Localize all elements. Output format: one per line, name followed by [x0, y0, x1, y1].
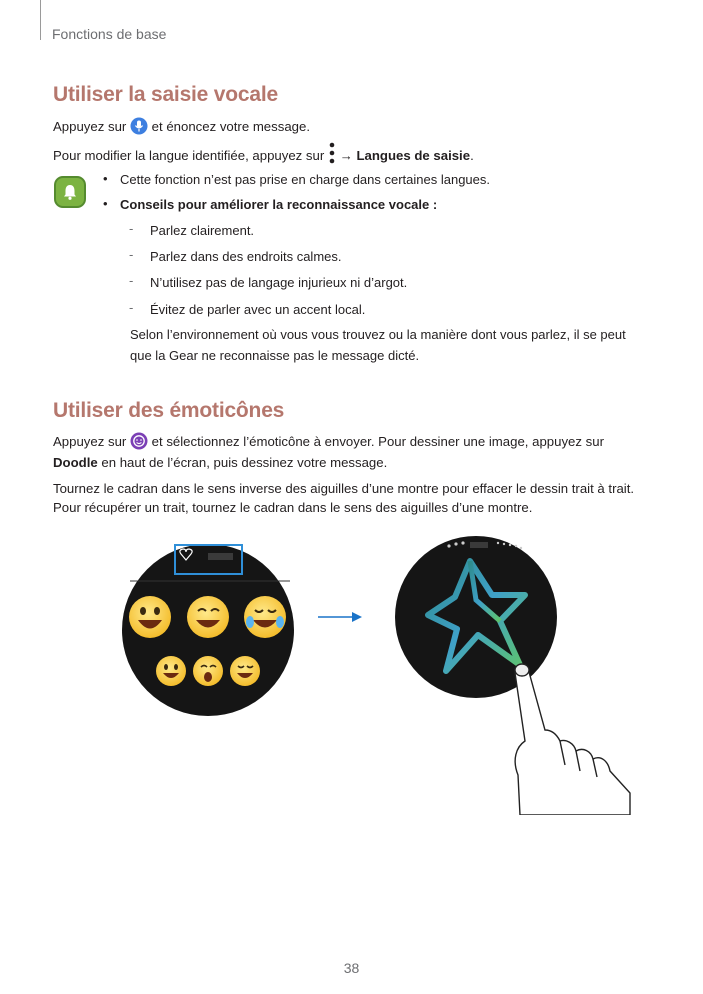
tip-item: Évitez de parler avec un accent local. — [150, 302, 366, 317]
watch-emoticons-screen — [122, 544, 294, 716]
voice-line-2-end: . — [470, 148, 474, 163]
voice-line-1-pre: Appuyez sur — [53, 119, 127, 134]
section-header: Fonctions de base — [52, 26, 167, 42]
voice-line-1-post: et énoncez votre message. — [151, 119, 310, 134]
watch-figure — [0, 525, 703, 815]
voice-line-1 — [53, 117, 310, 140]
header-rule — [40, 0, 41, 40]
note-bullet-1-marker: • — [103, 171, 108, 186]
emoji-line-1 — [53, 432, 604, 455]
tip-dash: - — [129, 247, 134, 262]
emoji-face — [244, 596, 286, 638]
tip-dash: - — [129, 273, 134, 288]
doodle-label: Doodle — [53, 455, 98, 470]
bell-note-icon — [54, 176, 86, 208]
emoji-face — [187, 596, 229, 638]
tip-dash: - — [129, 221, 134, 236]
voice-line-2-arrow: → — [339, 148, 353, 163]
pointing-hand-icon — [515, 664, 630, 815]
voice-line-2 — [53, 142, 474, 169]
emoji-line-1-pre: Appuyez sur — [53, 434, 127, 449]
page-number: 38 — [343, 960, 360, 976]
emoji-face — [129, 596, 171, 638]
tip-dash: - — [129, 300, 134, 315]
tip-item: Parlez clairement. — [150, 223, 255, 238]
note-paragraph-line-2: que la Gear ne reconnaisse pas le message dicté. — [130, 348, 420, 363]
tip-item: N’utilisez pas de langage injurieux ni d’argot. — [150, 275, 408, 290]
emoji-section-title: Utiliser des émoticônes — [53, 399, 285, 422]
note-bullet-2: Conseils pour améliorer la reconnaissance vocale : — [120, 197, 438, 212]
voice-line-2-pre: Pour modifier la langue identifiée, appuyez sur — [53, 148, 325, 163]
emoticon-icon — [130, 432, 148, 455]
emoji-line-2-post: en haut de l’écran, puis dessinez votre message. — [101, 455, 388, 470]
more-options-icon — [328, 142, 336, 169]
emoji-line-3: Tournez le cadran dans le sens inverse des aiguilles d’une montre pour effacer le dessin trait à trait. — [53, 481, 635, 496]
tip-item: Parlez dans des endroits calmes. — [150, 249, 342, 264]
emoji-face — [230, 656, 260, 686]
watch-doodle-screen — [395, 536, 557, 698]
arrow-right-icon — [318, 612, 362, 622]
emoji-line-1-post: et sélectionnez l’émoticône à envoyer. Pour dessiner une image, appuyez sur — [151, 434, 604, 449]
emoji-face — [156, 656, 186, 686]
note-bullet-1: Cette fonction n’est pas prise en charge dans certaines langues. — [120, 172, 491, 187]
microphone-icon — [130, 117, 148, 140]
emoji-face — [193, 656, 223, 686]
emoji-line-4: Pour récupérer un trait, tournez le cadran dans le sens des aiguilles d’une montre. — [53, 500, 533, 515]
emoji-line-2 — [53, 453, 387, 472]
note-bullet-2-marker: • — [103, 196, 108, 211]
note-paragraph-line-1: Selon l’environnement où vous vous trouvez ou la manière dont vous parlez, il se peut — [130, 327, 626, 342]
voice-line-2-bold: Langues de saisie — [356, 148, 471, 163]
voice-section-title: Utiliser la saisie vocale — [53, 83, 278, 106]
